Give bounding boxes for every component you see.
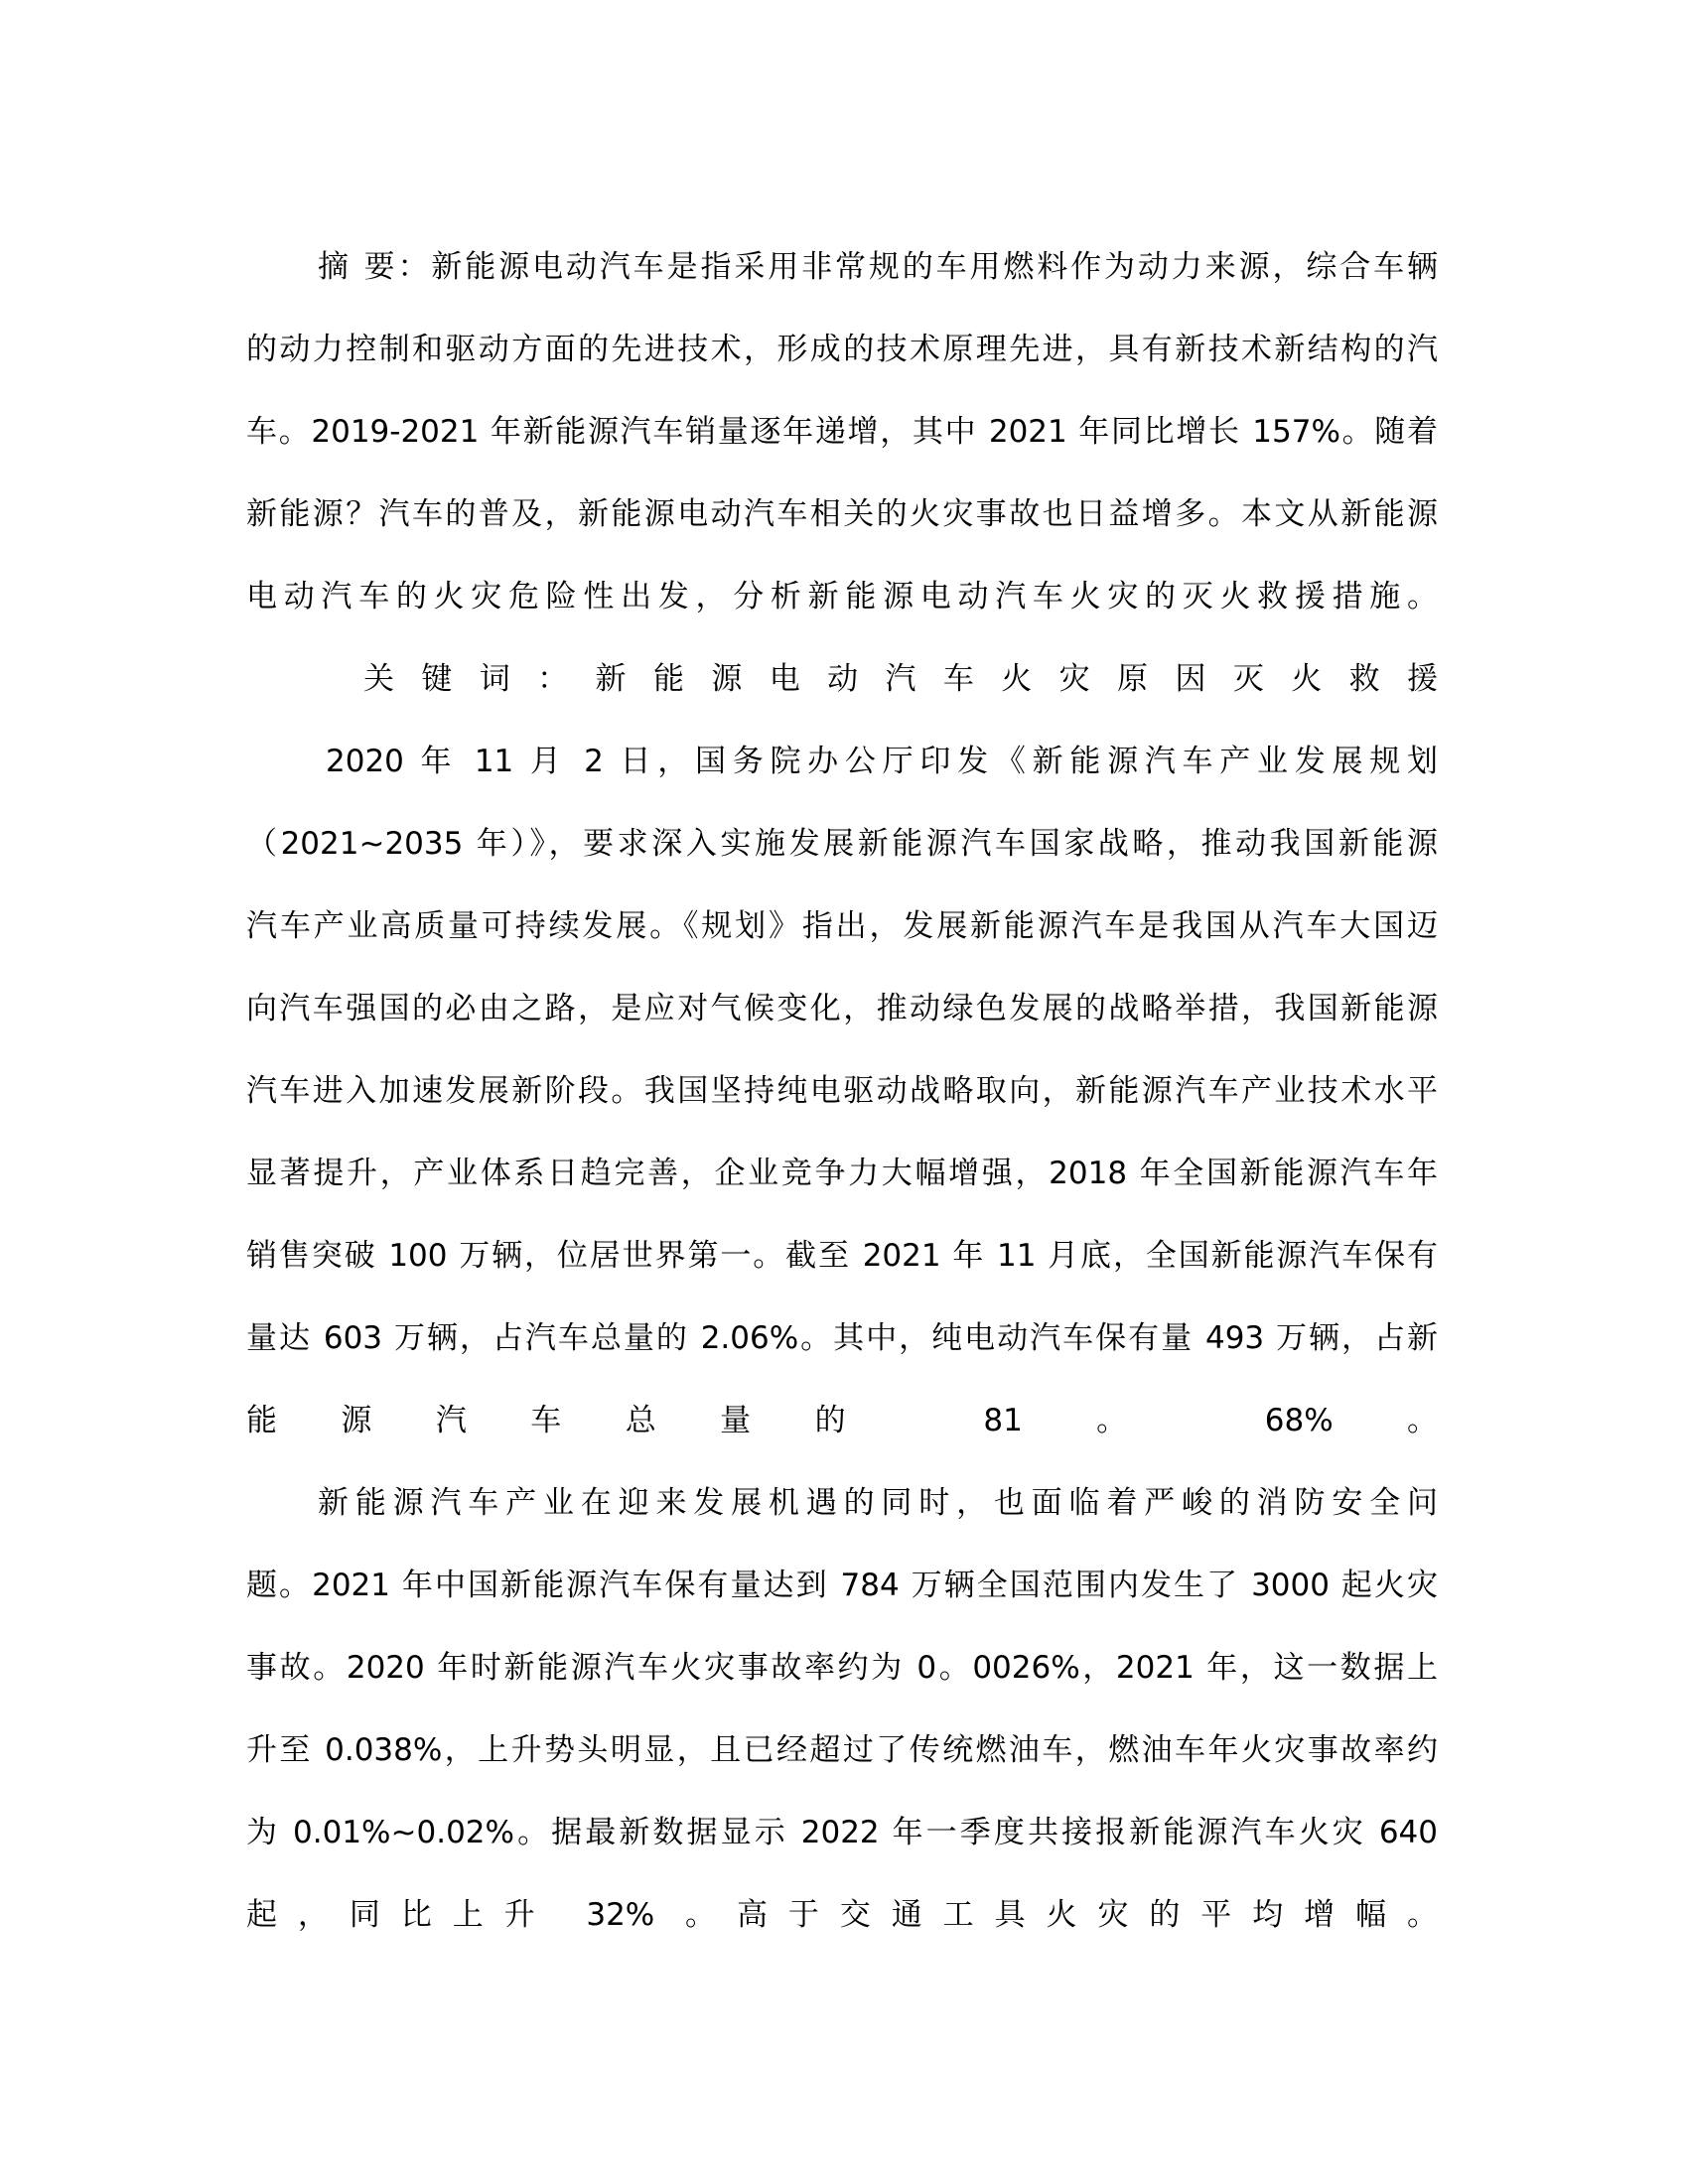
- abstract-paragraph: [246, 226, 1438, 638]
- paragraph-line: 事故。2020 年时新能源汽车火灾事故率约为 0。0026%，2021 年，这一数据上: [246, 1650, 1438, 1686]
- paragraph-line: 向汽车强国的必由之路，是应对气候变化，推动绿色发展的战略举措，我国新能源: [246, 991, 1438, 1026]
- abstract-line: 电动汽车的火灾危险性出发，分析新能源电动汽车火灾的灭火救援措施。: [246, 579, 1438, 614]
- paragraph-line: 量达 603 万辆，占汽车总量的 2.06%。其中，纯电动汽车保有量 493 万辆，占新: [246, 1320, 1438, 1356]
- document-body: [246, 226, 1438, 1957]
- paragraph-line: 汽车产业高质量可持续发展。《规划》指出，发展新能源汽车是我国从汽车大国迈: [246, 908, 1438, 944]
- paragraph-line: 题。2021 年中国新能源汽车保有量达到 784 万辆全国范围内发生了 3000 起火灾: [246, 1568, 1438, 1603]
- abstract-line: 的动力控制和驱动方面的先进技术，形成的技术原理先进，具有新技术新结构的汽: [246, 332, 1438, 367]
- paragraph-line: 为 0.01%~0.02%。据最新数据显示 2022 年一季度共接报新能源汽车火灾 640: [246, 1815, 1438, 1850]
- paragraph-line: 能源汽车总量的 81 。 68% 。: [246, 1403, 1438, 1438]
- abstract-line: 摘 要：新能源电动汽车是指采用非常规的车用燃料作为动力来源，综合车辆: [318, 249, 1438, 285]
- paragraph-line: 2020 年 11 月 2 日，国务院办公厅印发《新能源汽车产业发展规划: [326, 744, 1438, 779]
- body-paragraph-2: [246, 1462, 1438, 1957]
- paragraph-line: 起，同比上升 32% 。高于交通工具火灾的平均增幅。: [246, 1897, 1438, 1933]
- paragraph-line: 销售突破 100 万辆，位居世界第一。截至 2021 年 11 月底，全国新能源汽车保有: [246, 1238, 1438, 1274]
- paragraph-line: （2021~2035 年）》，要求深入实施发展新能源汽车国家战略，推动我国新能源: [246, 826, 1438, 862]
- paragraph-line: 升至 0.038%，上升势头明显，且已经超过了传统燃油车，燃油车年火灾事故率约: [246, 1732, 1438, 1768]
- abstract-line: 新能源？汽车的普及，新能源电动汽车相关的火灾事故也日益增多。本文从新能源: [246, 496, 1438, 532]
- paragraph-line: 显著提升，产业体系日趋完善，企业竞争力大幅增强，2018 年全国新能源汽车年: [246, 1156, 1438, 1191]
- abstract-line: 车。2019-2021 年新能源汽车销量逐年递增，其中 2021 年同比增长 157%。随着: [246, 414, 1438, 450]
- paragraph-line: 新能源汽车产业在迎来发展机遇的同时，也面临着严峻的消防安全问: [318, 1485, 1438, 1521]
- paragraph-line: 汽车进入加速发展新阶段。我国坚持纯电驱动战略取向，新能源汽车产业技术水平: [246, 1073, 1438, 1109]
- body-paragraph-1: [246, 721, 1438, 1462]
- keywords-paragraph: [246, 638, 1438, 721]
- keywords-line: 关键词：新能源电动汽车火灾原因灭火救援: [363, 661, 1438, 697]
